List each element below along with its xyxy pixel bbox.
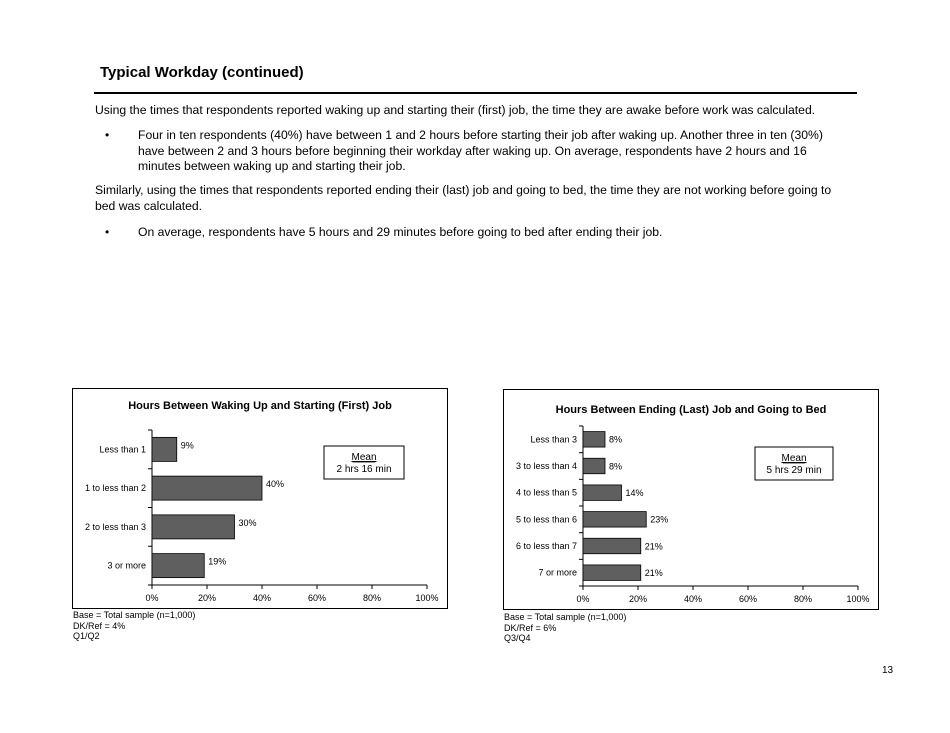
- intro-paragraph-1: Using the times that respondents reported waking up and starting their (first) job, the time they are awake before work was calculated.: [95, 103, 816, 117]
- value-label: 21%: [644, 567, 663, 578]
- mean-label: Mean: [351, 452, 377, 463]
- mean-value: 2 hrs 16 min: [336, 464, 392, 475]
- value-label: 23%: [650, 514, 669, 525]
- category-label: 1 to less than 2: [84, 483, 146, 494]
- value-label: 9%: [180, 440, 194, 451]
- value-label: 21%: [644, 541, 663, 552]
- chart-title: Hours Between Ending (Last) Job and Going to Bed: [555, 404, 827, 416]
- bar: [583, 458, 605, 473]
- chart-wake-to-work-svg: [73, 389, 447, 608]
- chart-wake-to-work: [72, 388, 448, 609]
- bullet-text-2: On average, respondents have 5 hours and 29 minutes before going to bed after ending their job.: [138, 225, 663, 239]
- x-tick-label: 60%: [738, 594, 758, 604]
- bar: [583, 512, 646, 527]
- bullet-marker-1: •: [105, 128, 110, 142]
- category-label: 7 or more: [538, 567, 577, 578]
- category-label: 4 to less than 5: [515, 487, 577, 498]
- x-tick-label: 20%: [628, 594, 648, 604]
- x-tick-label: 100%: [415, 593, 439, 603]
- page-number: 13: [882, 665, 894, 676]
- x-tick-label: 20%: [197, 593, 217, 603]
- chart-work-to-bed: [503, 389, 879, 610]
- x-tick-label: 0%: [145, 593, 159, 603]
- category-label: 3 to less than 4: [515, 461, 577, 471]
- bar: [583, 485, 622, 500]
- value-label: 40%: [266, 479, 285, 490]
- category-label: 2 to less than 3: [84, 521, 146, 532]
- x-tick-label: 40%: [683, 594, 703, 604]
- bullet-marker-2: •: [105, 225, 110, 239]
- bar: [152, 554, 204, 578]
- value-label: 30%: [238, 517, 257, 528]
- x-tick-label: 80%: [362, 593, 382, 603]
- category-label: Less than 3: [530, 434, 577, 445]
- bar: [152, 476, 262, 500]
- mean-label: Mean: [781, 453, 807, 464]
- chart2-notes: [504, 612, 626, 644]
- bar: [583, 432, 605, 447]
- x-tick-label: 100%: [846, 594, 870, 604]
- chart-title: Hours Between Waking Up and Starting (First) Job: [128, 400, 392, 412]
- category-label: 3 or more: [107, 560, 146, 571]
- value-label: 8%: [609, 461, 623, 472]
- bar: [152, 437, 177, 461]
- page-title: Typical Workday (continued): [100, 64, 304, 81]
- x-tick-label: 80%: [793, 594, 813, 604]
- category-label: 6 to less than 7: [515, 541, 577, 551]
- chart1-note-dkref: DK/Ref = 4%: [73, 620, 126, 631]
- bar: [152, 515, 235, 539]
- value-label: 8%: [609, 434, 623, 445]
- value-label: 19%: [208, 556, 227, 567]
- chart2-note-dkref: DK/Ref = 6%: [504, 622, 557, 633]
- value-label: 14%: [625, 487, 644, 498]
- category-label: 5 to less than 6: [515, 514, 577, 525]
- chart-work-to-bed-svg: [504, 390, 878, 609]
- mean-value: 5 hrs 29 min: [766, 465, 822, 476]
- category-label: Less than 1: [99, 444, 146, 455]
- x-tick-label: 40%: [252, 593, 272, 603]
- x-tick-label: 0%: [576, 594, 590, 604]
- chart1-note-base: Base = Total sample (n=1,000): [73, 610, 196, 620]
- bar: [583, 538, 641, 553]
- bullet-text-1: Four in ten respondents (40%) have between 1 and 2 hours before starting their job after waking up. Another three in ten (30%) have between 2 and 3 hours before beginning their workday after waking up. On average, respondents have 2 hours and 16 minutes between waking up and starting their job.: [138, 128, 823, 173]
- title-divider: [94, 92, 857, 94]
- chart2-note-questions: Q3/Q4: [504, 633, 531, 643]
- chart2-note-base: Base = Total sample (n=1,000): [504, 612, 627, 622]
- chart1-notes: [73, 610, 195, 642]
- intro-paragraph-2: Similarly, using the times that respondents reported ending their (last) job and going to bed, the time they are not working before going to bed was calculated.: [95, 183, 832, 213]
- chart1-note-questions: Q1/Q2: [73, 631, 100, 641]
- x-tick-label: 60%: [307, 593, 327, 603]
- bar: [583, 565, 641, 580]
